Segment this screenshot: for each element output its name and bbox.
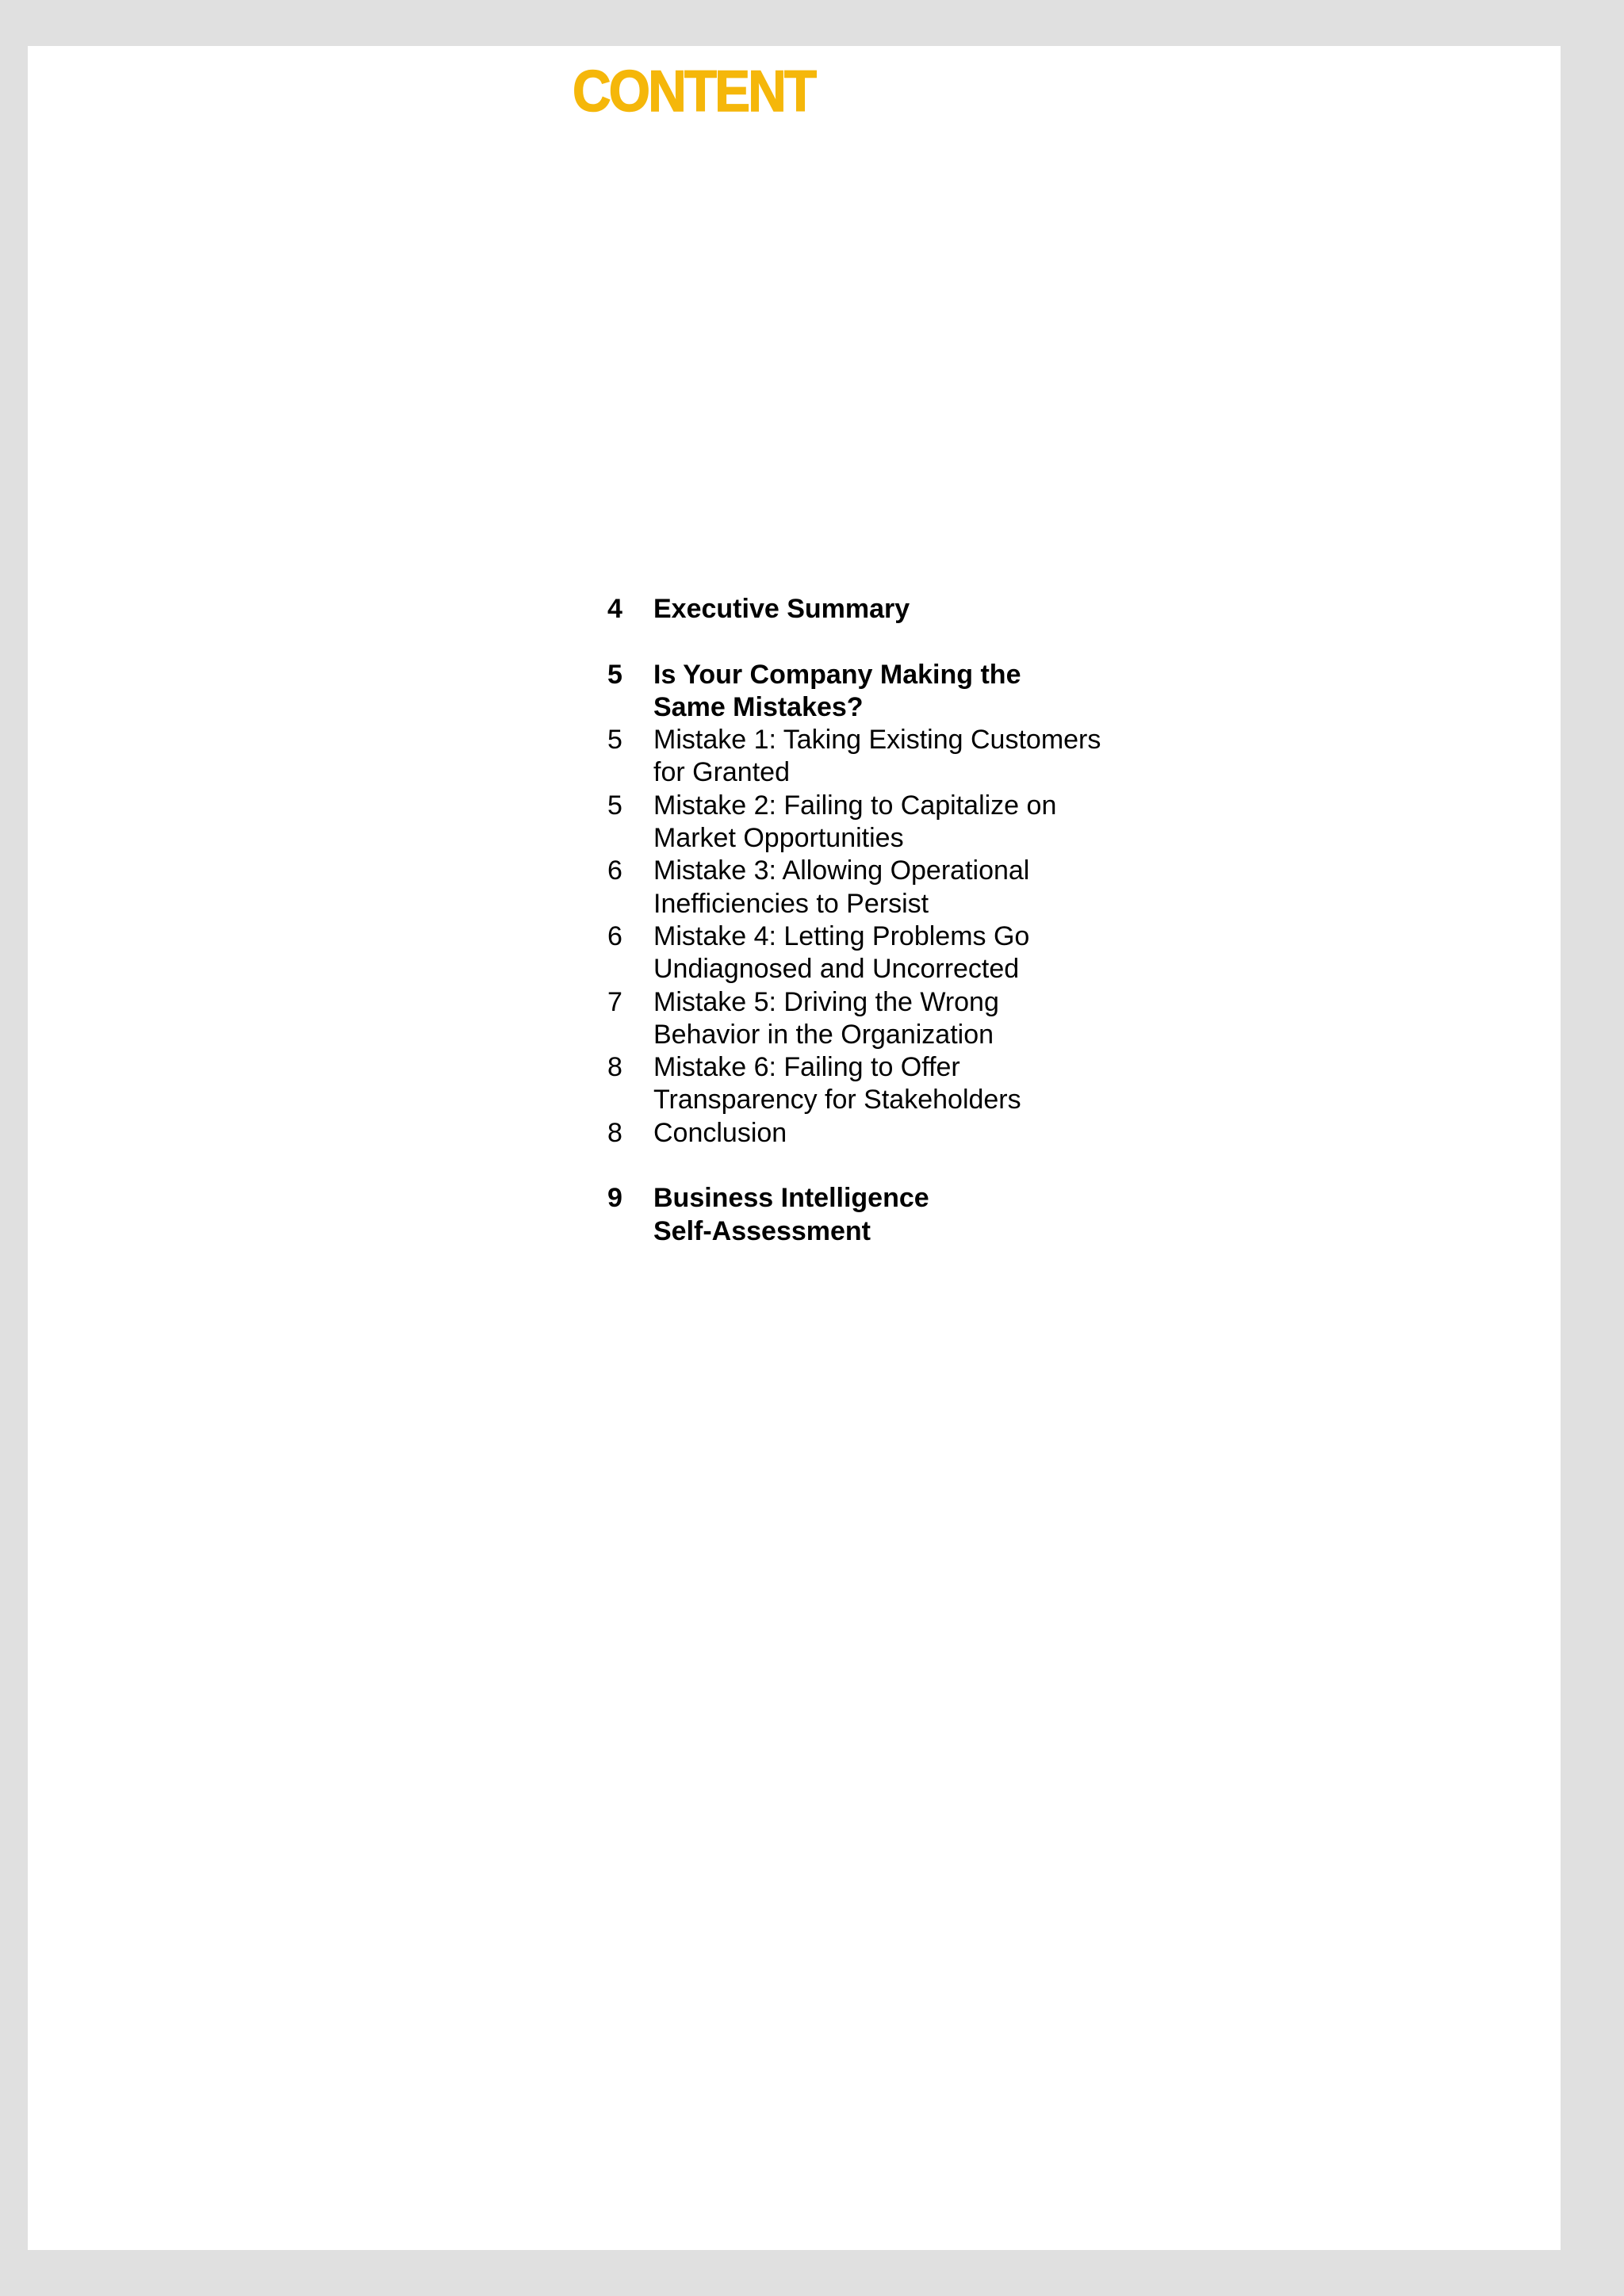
toc-title-line: Is Your Company Making the: [653, 659, 1021, 690]
toc-title-line: Business Intelligence: [653, 1183, 929, 1214]
toc-entry-mistake-4[interactable]: [607, 920, 1162, 986]
toc-title-line: for Granted: [653, 757, 790, 788]
toc-entry-mistake-6[interactable]: [607, 1051, 1162, 1117]
toc-title-line: Same Mistakes?: [653, 691, 864, 722]
toc-title-line: Mistake 1: Taking Existing Customers: [653, 725, 1101, 756]
table-of-contents: [607, 593, 1162, 1248]
toc-title-line: Inefficiencies to Persist: [653, 888, 929, 919]
toc-entry-same-mistakes[interactable]: [607, 659, 1162, 725]
toc-title-line: Executive Summary: [653, 594, 910, 624]
toc-page-number: 5: [607, 659, 622, 690]
toc-entry-mistake-1[interactable]: [607, 724, 1162, 790]
toc-entry-mistake-2[interactable]: [607, 790, 1162, 855]
toc-page-number: 8: [607, 1052, 622, 1083]
document-page: [28, 46, 1561, 2250]
page-heading: CONTENT: [573, 59, 815, 124]
toc-title-line: Behavior in the Organization: [653, 1019, 994, 1050]
toc-title-line: Mistake 2: Failing to Capitalize on: [653, 790, 1057, 821]
toc-page-number: 7: [607, 986, 622, 1017]
toc-page-number: 5: [607, 790, 622, 821]
toc-page-number: 6: [607, 855, 622, 886]
toc-title-line: Mistake 5: Driving the Wrong: [653, 986, 999, 1017]
toc-page-number: 9: [607, 1183, 622, 1214]
toc-title-line: Mistake 6: Failing to Offer: [653, 1052, 960, 1083]
toc-entry-mistake-5[interactable]: [607, 986, 1162, 1052]
toc-page-number: 5: [607, 725, 622, 756]
toc-entry-mistake-3[interactable]: [607, 855, 1162, 920]
toc-entry-bi-self-assessment[interactable]: [607, 1182, 1162, 1248]
toc-entry-conclusion[interactable]: [607, 1117, 1162, 1150]
toc-title-line: Conclusion: [653, 1117, 787, 1148]
toc-title-line: Mistake 4: Letting Problems Go: [653, 920, 1030, 951]
toc-page-number: 4: [607, 594, 622, 624]
toc-page-number: 6: [607, 920, 622, 951]
toc-page-number: 8: [607, 1117, 622, 1148]
toc-title-line: Market Opportunities: [653, 823, 904, 854]
toc-title-line: Self-Assessment: [653, 1215, 871, 1246]
toc-title-line: Transparency for Stakeholders: [653, 1085, 1021, 1115]
toc-title-line: Mistake 3: Allowing Operational: [653, 855, 1030, 886]
toc-entry-executive-summary[interactable]: [607, 593, 1162, 626]
toc-title-line: Undiagnosed and Uncorrected: [653, 954, 1020, 985]
